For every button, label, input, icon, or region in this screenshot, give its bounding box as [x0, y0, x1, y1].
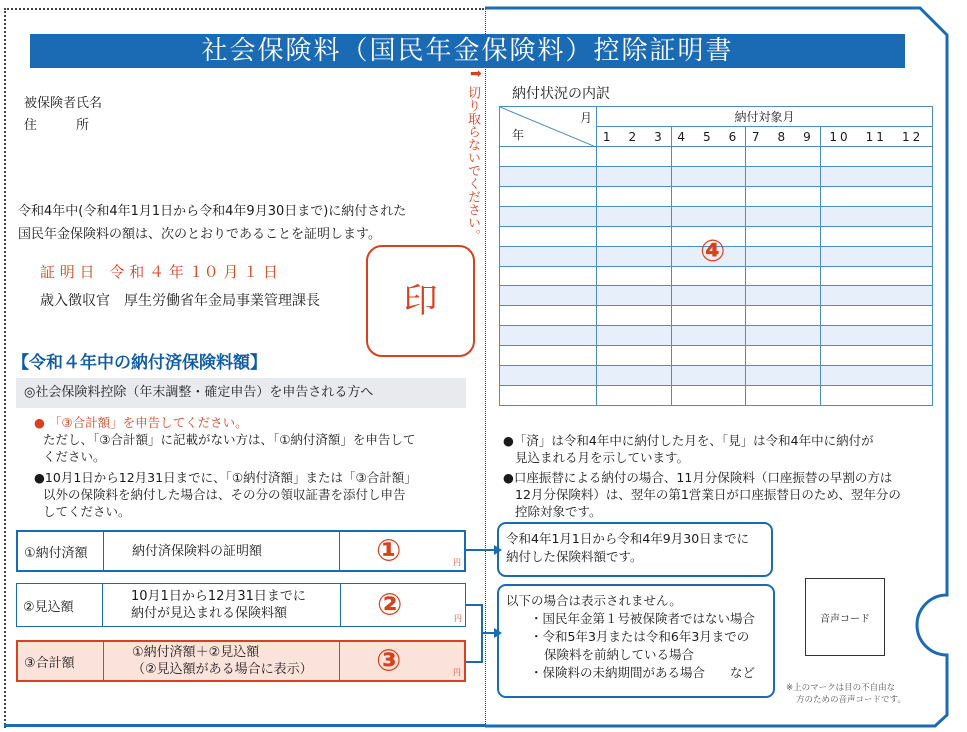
cut-arrow-icon: ➡: [470, 66, 482, 82]
notice-bar: ◎社会保険料控除（年末調整・確定申告）を申告される方へ: [16, 378, 466, 408]
box-2-line-4: 保険料を前納している場合: [544, 647, 695, 662]
note-1-line-1: ●「済」は令和4年中に納付した月を、「見」は令和4年中に納付が: [503, 433, 874, 448]
table-row: [500, 147, 933, 167]
table-row: [500, 266, 933, 286]
cut-notice: 切り取らないでください。: [465, 86, 480, 242]
month-group-4: 10 11 12: [820, 127, 932, 147]
amount-row-total: [16, 640, 466, 682]
box-2-line-3: ・令和5年3月または令和6年3月までの: [530, 629, 750, 644]
certification-text-1: 令和4年中(令和4年1月1日から令和4年9月30日まで)に納付された: [18, 204, 407, 219]
box-1-line-1: 令和4年1月1日から令和4年9月30日までに: [506, 531, 750, 546]
issuer: 歳入徴収官 厚生労働省年金局事業管理課長: [40, 293, 320, 309]
table-corner-cell: [500, 107, 597, 147]
amount-value-box: [339, 532, 464, 570]
table-row: [500, 186, 933, 206]
bullet-2: [34, 469, 474, 520]
month-group-2: 4 5 6: [671, 127, 746, 147]
amount-description-line-2: 納付が見込まれる保険料額: [131, 606, 288, 621]
amount-description-line-1: 10月1日から12月31日までに: [131, 589, 306, 604]
bottom-left-frame: [4, 724, 486, 727]
amount-label: ②見込額: [17, 584, 103, 626]
amount-description-line-1: ①納付済額＋②見込額: [132, 645, 260, 660]
table-row: [500, 306, 933, 326]
amount-description: 納付済保険料の証明額: [132, 543, 263, 559]
corner-month-label: 月: [579, 111, 592, 125]
bullet-1: [34, 414, 474, 465]
amount-description-line-2: （②見込額がある場合に表示）: [132, 662, 313, 677]
table-header-months: 納付対象月: [597, 107, 933, 127]
bullet-1-red-text: 「③合計額」を申告してください。: [48, 415, 248, 430]
section-heading: 【令和４年中の納付済保険料額】: [12, 353, 267, 373]
bullet-1-line-2: ただし、「③合計額」に記載がない方は、「①納付済額」を申告して: [43, 432, 416, 447]
table-row: [500, 286, 933, 306]
amount-row-paid: [16, 530, 466, 572]
explanation-box-paid: [497, 522, 773, 577]
table-row: [500, 206, 933, 226]
insured-name-label: 被保険者氏名: [24, 96, 103, 111]
seal-stamp: 印: [366, 245, 475, 357]
table-row: [500, 326, 933, 346]
bullet-2-line-1: ●10月1日から12月31日までに、「①納付済額」または「③合計額」: [34, 470, 417, 485]
amount-marker: ①: [376, 533, 402, 569]
note-1: [503, 432, 943, 466]
note-1-line-2: 見込まれる月を示しています。: [515, 450, 690, 465]
audio-code-box: [805, 578, 885, 656]
left-dotted-border: [4, 8, 6, 728]
table-row: [500, 366, 933, 386]
table-marker: ④: [700, 234, 726, 269]
box-2-line-1: 以下の場合は表示されません。: [506, 593, 682, 608]
table-row: [500, 166, 933, 186]
note-2-line-3: 控除対象です。: [515, 504, 602, 519]
bullet-2-line-2: 以外の保険料を納付した場合は、その分の領収証書を添付し申告: [43, 487, 406, 502]
audio-note-line-1: ※上のマークは目の不自由な: [786, 683, 896, 693]
month-group-3: 7 8 9: [746, 127, 821, 147]
amount-value-box: [340, 584, 465, 626]
amount-value-box: [339, 642, 464, 680]
note-2-line-2: 12月分保険料）は、翌年の第1営業日が口座振替日のため、翌年分の: [515, 487, 901, 502]
yen-unit: 円: [453, 558, 461, 567]
audio-note-line-2: 方のための音声コードです。: [796, 695, 906, 705]
note-2: [503, 469, 943, 520]
address-label: 住 所: [24, 118, 90, 133]
amount-label: ③合計額: [18, 642, 104, 680]
breakdown-title: 納付状況の内訳: [512, 86, 610, 102]
audio-code-label: 音声コード: [820, 613, 870, 625]
top-dotted-border: [4, 8, 484, 10]
amount-label: ①納付済額: [18, 532, 104, 570]
amount-description: [118, 642, 313, 680]
box-2-line-2: ・国民年金第１号被保険者ではない場合: [530, 611, 756, 626]
amount-row-expected: [16, 583, 466, 627]
table-row: [500, 386, 933, 406]
yen-unit: 円: [454, 614, 462, 623]
audio-code-note: [786, 682, 906, 706]
note-2-line-1: ●口座振替による納付の場合、11月分保険料（口座振替の早割の方は: [503, 470, 893, 485]
bullet-1-line-3: ください。: [43, 449, 106, 464]
amount-marker: ②: [377, 587, 403, 623]
bullet-2-line-3: してください。: [43, 504, 131, 519]
certification-date: 証 明 日 令 和 ４ 年 １０ 月 １ 日: [40, 263, 278, 281]
box-2-line-5: ・保険料の未納期間がある場合 など: [530, 665, 756, 680]
amount-marker: ③: [376, 643, 402, 679]
month-group-1: 1 2 3: [597, 127, 672, 147]
corner-year-label: 年: [512, 128, 525, 142]
table-row: [500, 346, 933, 366]
page-title: 社会保険料（国民年金保険料）控除証明書: [30, 34, 905, 68]
amount-description: [117, 584, 306, 626]
certification-text-2: 国民年金保険料の額は、次のとおりであることを証明します。: [18, 227, 381, 242]
bullet-1-dot: ●: [34, 415, 49, 430]
box-1-line-2: 納付した保険料額です。: [506, 549, 643, 564]
explanation-box-not-shown: [497, 584, 775, 698]
yen-unit: 円: [453, 668, 461, 677]
